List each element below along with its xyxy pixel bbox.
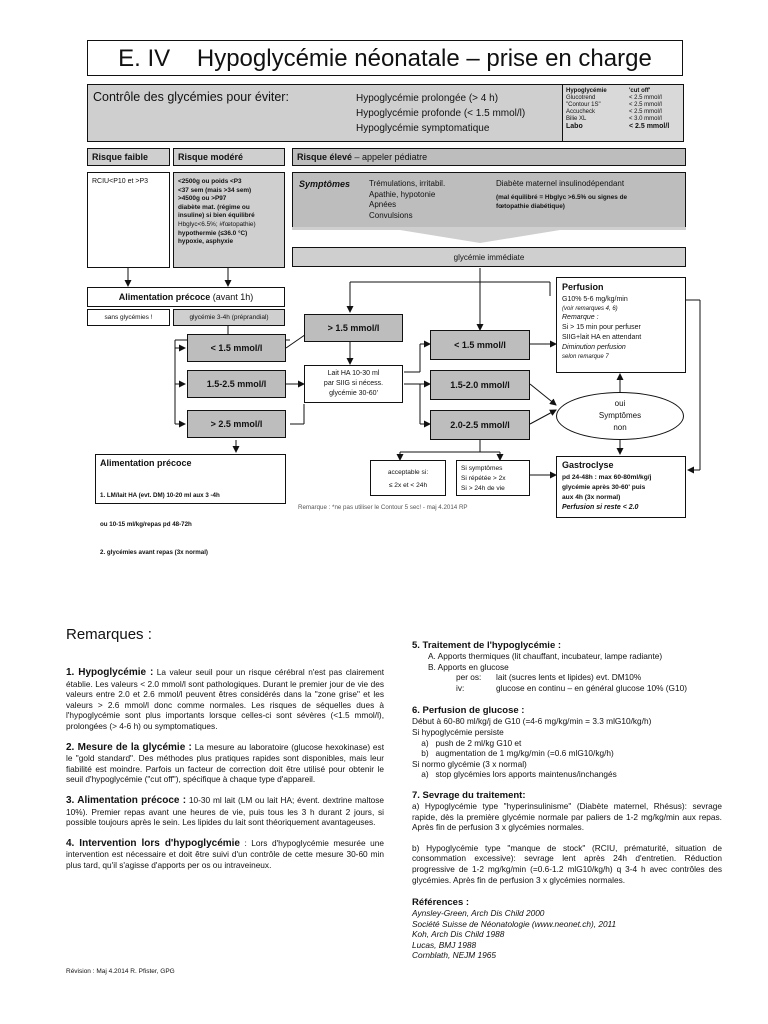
remark-5-iv: [412, 683, 722, 694]
risk-high-label: Risque élevé: [297, 152, 353, 162]
if-symptoms-box: [456, 460, 530, 496]
remark-2-text: La mesure au laboratoire (glucose hexokinase) est le "gold standard". Des méthodes plus pratiques rapides sont disponibles, mais leur fiabilité est moindre. Parfois un facteur de correction doit être utilisé pour obtenir le seuil d'hypoglycémie ("cut off"), spécifique à chaque type d'appareil.: [66, 741, 385, 785]
perfusion-box: [556, 277, 686, 373]
risk-low-header: [87, 148, 170, 166]
level-label: < 1.5 mmol/l: [210, 343, 263, 353]
cutoff-labo-value: < 2.5 mmol/l: [629, 123, 670, 130]
risk-low-label: Risque faible: [92, 152, 149, 162]
level-1-5-2-0: [430, 370, 530, 400]
level-gt-1-5: [304, 314, 403, 342]
early-feeding-2-lines: [100, 472, 220, 577]
immediate-glycemia-box: [292, 247, 686, 267]
remark-1: [66, 667, 384, 732]
milk-line: par SIIG si nécess.: [323, 380, 384, 387]
milk-line: Lait HA 10-30 ml: [327, 370, 380, 377]
early-feeding-box: [87, 287, 285, 307]
perfusion-line: Remarque :: [562, 314, 599, 321]
perfusion-line: (voir remarques 4, 6): [562, 306, 618, 312]
early-feeding-2-line: ou 10-15 ml/kg/repas pd 48-72h: [100, 520, 192, 528]
cutoff-header-left: Hypoglycémie: [566, 88, 607, 94]
remark-5-head: 5. Traitement de l'hypoglycémie :: [412, 640, 562, 651]
cutoff-header-right: 'cut off': [629, 88, 651, 94]
cutoff-names: [566, 88, 607, 130]
gastroclyse-line: aux 4h (3x normal): [562, 494, 621, 501]
remark-5-po: [412, 672, 722, 683]
risk-moderate-item: <2500g ou poids <P3: [178, 178, 242, 185]
level-label: 1.5-2.5 mmol/l: [206, 379, 267, 389]
risk-moderate-item: hypothermie (≤36.0 °C): [178, 229, 248, 237]
control-box: [87, 84, 683, 142]
risk-moderate-box: [173, 172, 285, 268]
cutoff-row-value: < 2.5 mmol/l: [629, 95, 662, 101]
perfusion-lines: [562, 295, 641, 361]
risk-low-text: RCIU<P10 et >P3: [92, 178, 149, 185]
symptom-item: Apnées: [369, 200, 397, 209]
early-feeding-2-line: 1. LM/lait HA (evt. DM) 10-20 ml aux 3 -4h: [100, 492, 220, 499]
symptom-item: Trémulations, irritabil.: [369, 179, 446, 188]
risk-moderate-item: Hbglyc<6.5%; #fœtopathie): [178, 220, 256, 228]
control-item: Hypoglycémie prolongée (> 4 h): [356, 93, 499, 104]
reference-item: Aynsley-Green, Arch Dis Child 2000: [412, 908, 545, 919]
risk-moderate-header: [173, 148, 285, 166]
immediate-glycemia-label: glycémie immédiate: [453, 253, 525, 262]
diabetes-title: Diabète maternel insulinodépendant: [496, 179, 625, 188]
gastroclyse-line: Perfusion si reste < 2.0: [562, 504, 639, 511]
reference-item: Société Suisse de Néonatologie (www.neonet.ch), 2011: [412, 918, 617, 929]
remark-5-iv-text: glucose en continu – en général glucose 10% (G10): [496, 682, 687, 693]
risk-moderate-item: hypoxie, asphyxie: [178, 238, 234, 246]
references-head: Références :: [412, 897, 470, 909]
gastroclyse-line: glycémie après 30-60' puis: [562, 484, 646, 491]
if-symptoms-text: [461, 464, 506, 494]
if-symptoms-line: Si symptômes: [461, 465, 503, 472]
oval-no: non: [613, 423, 627, 432]
reference-item: Cornblath, NEJM 1965: [412, 950, 496, 961]
revision: Révision : Maj 4.2014 R. Pfister, GPG: [66, 968, 175, 975]
acceptable-line: ≤ 2x et < 24h: [388, 482, 428, 489]
level-label: 2.0-2.5 mmol/l: [450, 420, 510, 430]
risk-moderate-label: Risque modéré: [178, 152, 244, 162]
remark-7-b: b) Hypoglycémie type "manque de stock" (RCIU, prématurité, situation de consommation excessive): sevrage lent après 24h d'entretien. Réduction progressive de 1-2 mg/kg/min (=0.6-1.2 mlG10/kg/h) q 3-4 h avec contrôles des glycémies. Après fin de perfusion 3 x glycémies normales.: [412, 842, 722, 885]
risk-moderate-list: [178, 178, 256, 247]
cutoff-labo-name: Labo: [566, 123, 583, 130]
remark-note: Remarque : *ne pas utiliser le Contour 5 sec! - maj 4.2014 RP: [298, 504, 468, 511]
symptom-item: Apathie, hypotonie: [369, 189, 436, 199]
remarks-right-column: [412, 640, 722, 961]
if-symptoms-line: Si > 24h de vie: [461, 485, 505, 492]
remarks-title: Remarques :: [66, 626, 152, 643]
level-1-5-2-5: [187, 370, 286, 398]
early-feeding-suffix: (avant 1h): [210, 292, 254, 302]
risk-high-text: [297, 152, 427, 163]
remarks-left-column: [66, 667, 384, 871]
level-label: < 1.5 mmol/l: [454, 340, 506, 350]
oval-text: [557, 398, 683, 434]
remark-3: [66, 795, 384, 828]
glycemia-3-4h-label: glycémie 3-4h (préprandial): [189, 314, 269, 321]
cutoff-table: [562, 84, 684, 142]
risk-moderate-item: diabète mat. (régime ou: [178, 203, 250, 211]
page-title-box: [87, 40, 683, 76]
no-glycemia-box: [87, 309, 170, 326]
milk-text: [305, 369, 402, 399]
remark-6-line: a) push de 2 ml/kg G10 et: [412, 737, 522, 748]
oval-yes: oui: [614, 399, 626, 408]
perfusion-line: selon remarque 7: [562, 354, 609, 360]
perfusion-line: Diminution perfusion: [562, 344, 626, 351]
remark-6-line: a) stop glycémies lors apports maintenus/inchangés: [412, 769, 617, 780]
risk-moderate-item: insuline) si bien équilibré: [178, 212, 255, 220]
remark-5-a: A. Apports thermiques (lit chauffant, incubateur, lampe radiante): [428, 651, 663, 661]
remark-5-b: B. Apports en glucose: [428, 661, 509, 672]
control-item: Hypoglycémie profonde (< 1.5 mmol/l): [356, 108, 526, 119]
risk-high-header: [292, 148, 686, 166]
level-label: > 1.5 mmol/l: [327, 323, 380, 333]
perfusion-line: Si > 15 min pour perfuser: [562, 324, 641, 331]
level-label: > 2.5 mmol/l: [210, 419, 263, 429]
remark-1-text: La valeur seuil pour un risque cérébral n'est pas clairement établie. Les valeurs < 2.0 mmol/l sont pathologiques. Durant le premier jour de vie des valeurs entre 2.0 et 2.6 mmol/l peuvent êtres considérés dans la "zone grise" et les valeurs > 2.6 mmol/l donc comme normales. Les risques de séquelles dues à l'hypoglycémie sont plus importants lorsque celles-ci sont sévères (<1.5 mmol/l), prolongées (> 4-6 h) ou symptomatiques.: [66, 667, 385, 731]
risk-low-box: [87, 172, 170, 268]
early-feeding-2-line: 2. glycémies avant repas (3x normal): [100, 549, 208, 556]
cutoff-row-name: Accucheck: [566, 109, 596, 115]
diabetes-note: [496, 193, 627, 211]
early-feeding-title: Alimentation précoce: [118, 292, 211, 302]
early-feeding-2-title: Alimentation précoce: [100, 458, 192, 468]
acceptable-box: [370, 460, 446, 496]
remark-5-po-label: per os:: [456, 672, 482, 683]
remark-3-text: 10-30 ml lait (LM ou lait HA; évent. dextrine maltose 10%). Premier repas avant une heures de vie, puis tous les 3 h durant 2 jours, si possible toujours après le sein. Les lipides du lait sont théoriquement avantageuses.: [66, 794, 384, 828]
no-glycemia-label: sans glycémies !: [104, 314, 153, 321]
remark-6-line: Si hypoglycémie persiste: [412, 726, 504, 737]
remark-4-head: 4. Intervention lors d'hypoglycémie: [66, 837, 240, 849]
gastroclyse-box: [556, 456, 686, 518]
remark-6-line: Si normo glycémie (3 x normal): [412, 758, 527, 769]
level-lt-1-5-left: [187, 334, 286, 362]
early-feeding-title-wrap: [88, 292, 284, 303]
level-label: 1.5-2.0 mmol/l: [450, 380, 510, 390]
control-items: [356, 91, 525, 136]
risk-moderate-item: <37 sem (mais >34 sem): [178, 186, 252, 194]
acceptable-text: [371, 466, 445, 492]
risk-high-rest: – appeler pédiatre: [352, 152, 428, 162]
control-heading: Contrôle des glycémies pour éviter:: [93, 90, 289, 104]
level-lt-1-5-right: [430, 330, 530, 360]
remark-3-head: 3. Alimentation précoce :: [66, 794, 187, 806]
remark-6-line: Début à 60-80 ml/kg/j de G10 (=4-6 mg/kg/min = 3.3 mlG10/kg/h): [412, 716, 652, 727]
level-gt-2-5: [187, 410, 286, 438]
symptoms-box: [292, 172, 686, 227]
cutoff-row-name: Glucotrend: [566, 95, 596, 101]
perfusion-title: Perfusion: [562, 282, 604, 292]
remark-6-line: b) augmentation de 1 mg/kg/min (=0.6 mlG10/kg/h): [412, 748, 614, 759]
gastroclyse-lines: [562, 473, 651, 513]
if-symptoms-line: Si répétée > 2x: [461, 475, 506, 482]
oval-label: Symptômes: [598, 411, 642, 420]
remark-5-iv-label: iv:: [456, 682, 465, 693]
diabetes-note-line: fœtopathie diabétique): [496, 203, 565, 210]
perfusion-line: SIIG+lait HA en attendant: [562, 334, 642, 341]
cutoff-row-name: Bilie XL: [566, 116, 587, 122]
level-2-0-2-5: [430, 410, 530, 440]
reference-item: Koh, Arch Dis Child 1988: [412, 929, 505, 940]
control-item: Hypoglycémie symptomatique: [356, 123, 490, 134]
risk-moderate-item: >4500g ou >P97: [178, 195, 227, 203]
milk-line: glycémie 30-60': [329, 390, 378, 397]
remark-4: [66, 838, 384, 871]
cutoff-row-value: < 3.0 mmol/l: [629, 116, 662, 122]
remark-6-head: 6. Perfusion de glucose :: [412, 705, 525, 717]
remark-7-head: 7. Sevrage du traitement:: [412, 789, 526, 801]
page-title: E. IV Hypoglycémie néonatale – prise en charge: [118, 45, 652, 72]
remark-5-po-text: lait (sucres lents et lipides) evt. DM10%: [496, 672, 642, 683]
cutoff-row-name: "Contour 1S": [566, 102, 601, 108]
gastroclyse-line: pd 24-48h : max 60-80ml/kg/j: [562, 474, 652, 481]
early-feeding-2-box: [95, 454, 286, 556]
remark-4-text: : Lors d'hypoglycémie mesurée une intervention est nécessaire et doit être suivi d'un contrôle de cette mesure 30-60 min plus tard, qu'il s'agisse d'apports per os ou intraveineux.: [66, 837, 384, 870]
cutoff-row-value: < 2.5 mmol/l: [629, 102, 662, 108]
symptom-item: Convulsions: [369, 210, 413, 220]
remark-2: [66, 742, 384, 785]
reference-item: Lucas, BMJ 1988: [412, 939, 477, 950]
glycemia-3-4h-box: [173, 309, 285, 326]
remark-2-head: 2. Mesure de la glycémie :: [66, 741, 192, 753]
remark-1-head: 1. Hypoglycémie :: [66, 667, 154, 678]
milk-box: [304, 365, 403, 403]
symptoms-list: [369, 179, 445, 221]
diabetes-note-line: (mal équilibré = Hbglyc >6.5% ou signes de: [496, 194, 628, 201]
remark-7-a: a) Hypoglycémie type "hyperinsulinisme" (Diabète maternel, Rhésus): sevrage rapide, dès la première glycémie normale par paliers de 1-2 mg/kg/min aux repas. Après fin de perfusion 3 x glycémies normales.: [412, 800, 722, 833]
perfusion-line: G10% 5-6 mg/kg/min: [562, 296, 628, 303]
acceptable-line: acceptable si:: [387, 469, 429, 476]
cutoff-row-value: < 2.5 mmol/l: [629, 109, 662, 115]
gastroclyse-title: Gastroclyse: [562, 460, 614, 470]
symptoms-decision-oval: [556, 392, 684, 440]
symptoms-label: Symptômes: [299, 179, 351, 189]
cutoff-values: [629, 88, 669, 130]
